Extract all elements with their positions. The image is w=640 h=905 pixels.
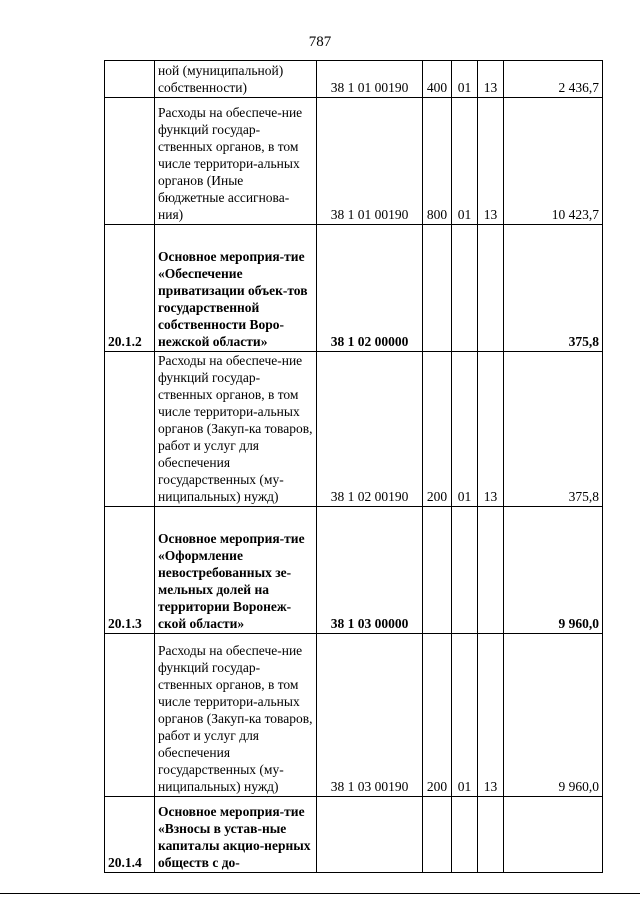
- row-number-cell: 20.1.4: [105, 797, 155, 873]
- subsection-cell: 13: [478, 634, 504, 797]
- item-name-cell: Расходы на обеспече-ние функций государ-ственных органов, в том числе территори-альных органов (Закуп-ка товаров, работ и услуг для обеспечения государственных (му-ниципальных) нужд): [155, 352, 317, 507]
- item-name-cell: Основное мероприя-тие «Обеспечение приватизации объек-тов государственной собственности Воро-нежской области»: [155, 225, 317, 352]
- item-name-cell: Основное мероприя-тие «Взносы в устав-ные капиталы акцио-нерных обществ с до-: [155, 797, 317, 873]
- section-cell: 01: [452, 634, 478, 797]
- item-name-cell: ной (муниципальной) собственности): [155, 61, 317, 98]
- target-code-cell: 38 1 02 00000: [317, 225, 423, 352]
- row-number-cell: [105, 61, 155, 98]
- expense-type-cell: [423, 797, 452, 873]
- subsection-cell: 13: [478, 61, 504, 98]
- item-name-cell: Основное мероприя-тие «Оформление невостребованных зе-мельных долей на территории Воронеж-ской области»: [155, 507, 317, 634]
- target-code-cell: 38 1 01 00190: [317, 61, 423, 98]
- table-row: [105, 61, 603, 98]
- target-code-cell: [317, 797, 423, 873]
- section-cell: 01: [452, 98, 478, 225]
- section-cell: [452, 507, 478, 634]
- section-cell: [452, 225, 478, 352]
- target-code-cell: 38 1 03 00000: [317, 507, 423, 634]
- section-cell: [452, 797, 478, 873]
- subsection-cell: [478, 225, 504, 352]
- expense-type-cell: 800: [423, 98, 452, 225]
- expense-type-cell: [423, 507, 452, 634]
- expense-type-cell: 200: [423, 352, 452, 507]
- table-row: [105, 98, 603, 225]
- subsection-cell: [478, 507, 504, 634]
- table-row: [105, 352, 603, 507]
- table-row: [105, 225, 603, 352]
- budget-table: [104, 60, 603, 873]
- subsection-cell: [478, 797, 504, 873]
- amount-cell: 375,8: [504, 352, 603, 507]
- table-row: [105, 507, 603, 634]
- row-number-cell: [105, 352, 155, 507]
- row-number-cell: [105, 634, 155, 797]
- expense-type-cell: [423, 225, 452, 352]
- target-code-cell: 38 1 03 00190: [317, 634, 423, 797]
- page-number: 787: [308, 34, 332, 50]
- row-number-cell: 20.1.3: [105, 507, 155, 634]
- item-name-cell: Расходы на обеспече-ние функций государ-ственных органов, в том числе территори-альных органов (Иные бюджетные ассигнова-ния): [155, 98, 317, 225]
- amount-cell: 9 960,0: [504, 634, 603, 797]
- expense-type-cell: 400: [423, 61, 452, 98]
- row-number-cell: [105, 98, 155, 225]
- amount-cell: 2 436,7: [504, 61, 603, 98]
- subsection-cell: 13: [478, 352, 504, 507]
- amount-cell: 10 423,7: [504, 98, 603, 225]
- row-number-cell: 20.1.2: [105, 225, 155, 352]
- expense-type-cell: 200: [423, 634, 452, 797]
- item-name-cell: Расходы на обеспече-ние функций государ-ственных органов, в том числе территори-альных органов (Закуп-ка товаров, работ и услуг для обеспечения государственных (му-ниципальных) нужд): [155, 634, 317, 797]
- table-row: [105, 634, 603, 797]
- footer-rule: [0, 893, 640, 894]
- section-cell: 01: [452, 61, 478, 98]
- subsection-cell: 13: [478, 98, 504, 225]
- amount-cell: 375,8: [504, 225, 603, 352]
- table-row: [105, 797, 603, 873]
- amount-cell: [504, 797, 603, 873]
- section-cell: 01: [452, 352, 478, 507]
- target-code-cell: 38 1 01 00190: [317, 98, 423, 225]
- target-code-cell: 38 1 02 00190: [317, 352, 423, 507]
- amount-cell: 9 960,0: [504, 507, 603, 634]
